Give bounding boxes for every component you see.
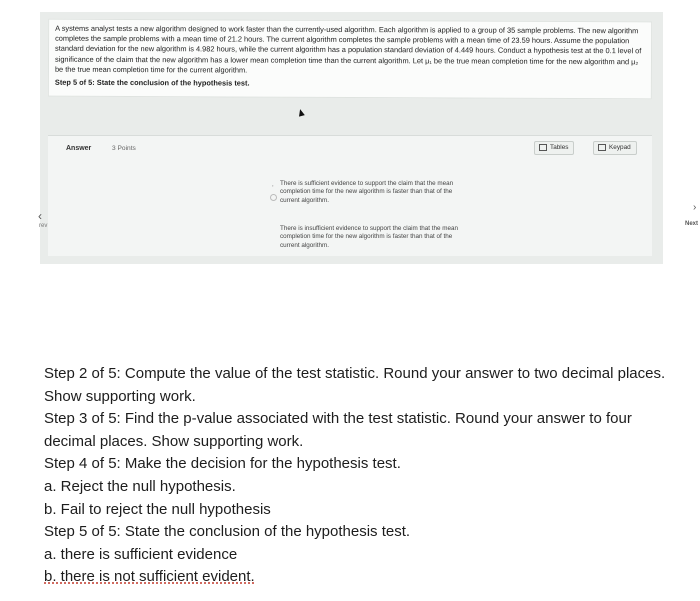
step-5-option-b: b. there is not sufficient evident.	[44, 568, 255, 586]
prev-label[interactable]: rev	[39, 223, 48, 229]
chevron-left-icon[interactable]: ‹	[38, 209, 42, 223]
steps-text	[44, 363, 674, 589]
step-4-option-b: b. Fail to reject the null hypothesis	[44, 500, 271, 518]
tables-label: Tables	[550, 144, 569, 151]
step-label: Step 5 of 5: State the conclusion of the hypothesis test.	[54, 77, 250, 88]
step-3-text: Step 3 of 5: Find the p-value associated with the test statistic. Round your answer to four decimal places. Show supporting work.	[44, 410, 632, 450]
question-screenshot	[38, 12, 699, 264]
tables-button[interactable]	[534, 141, 574, 155]
answer-points: 3 Points	[112, 145, 136, 152]
step-4-option-a: a. Reject the null hypothesis.	[44, 477, 236, 495]
table-icon	[539, 144, 547, 151]
answer-choice-2[interactable]: There is insufficient evidence to support the claim that the mean completion time for the new algorithm is faster than that of the current algorithm.	[280, 225, 459, 249]
step-5-option-a: a. there is sufficient evidence	[44, 545, 238, 563]
problem-text: A systems analyst tests a new algorithm designed to work faster than the currently-used algorithm. Each algorithm is applied to a group of 35 sample problems. The new algorithm completes the sample problems with a mean time of 21.2 hours. The current algorithm completes the sample problems with a mean time of 23.59 hours. Assume the population standard deviation for the new algorithm is 4.982 hours, while the current algorithm has a population standard deviation of 4.449 hours. Conduct a hypothesis test at the 0.1 level of significance of the claim that the new algorithm has a lower mean completion time than the current algorithm. Let μ₁ be the true mean completion time for the new algorithm and μ₂ be the true mean completion time for the current algorithm.	[54, 23, 642, 75]
problem-panel	[48, 19, 652, 100]
chevron-right-icon[interactable]: ›	[693, 202, 697, 213]
step-2-text: Step 2 of 5: Compute the value of the test statistic. Round your answer to two decimal places. Show supporting work.	[44, 365, 666, 405]
keypad-label: Keypad	[609, 144, 631, 151]
answer-panel	[48, 135, 652, 256]
selection-mark-icon: ,	[272, 182, 274, 188]
answer-label: Answer	[66, 145, 92, 152]
radio-button[interactable]	[270, 194, 277, 201]
answer-choice-1[interactable]: There is sufficient evidence to support the claim that the mean completion time for the new algorithm is faster than that of the current algorithm.	[280, 180, 454, 204]
mouse-cursor-icon	[297, 108, 305, 116]
step-4-text: Step 4 of 5: Make the decision for the hypothesis test.	[44, 455, 401, 473]
step-5-text: Step 5 of 5: State the conclusion of the hypothesis test.	[44, 523, 411, 541]
keypad-button[interactable]	[593, 141, 637, 155]
keypad-icon	[598, 144, 606, 151]
next-label[interactable]: Next	[685, 221, 699, 227]
